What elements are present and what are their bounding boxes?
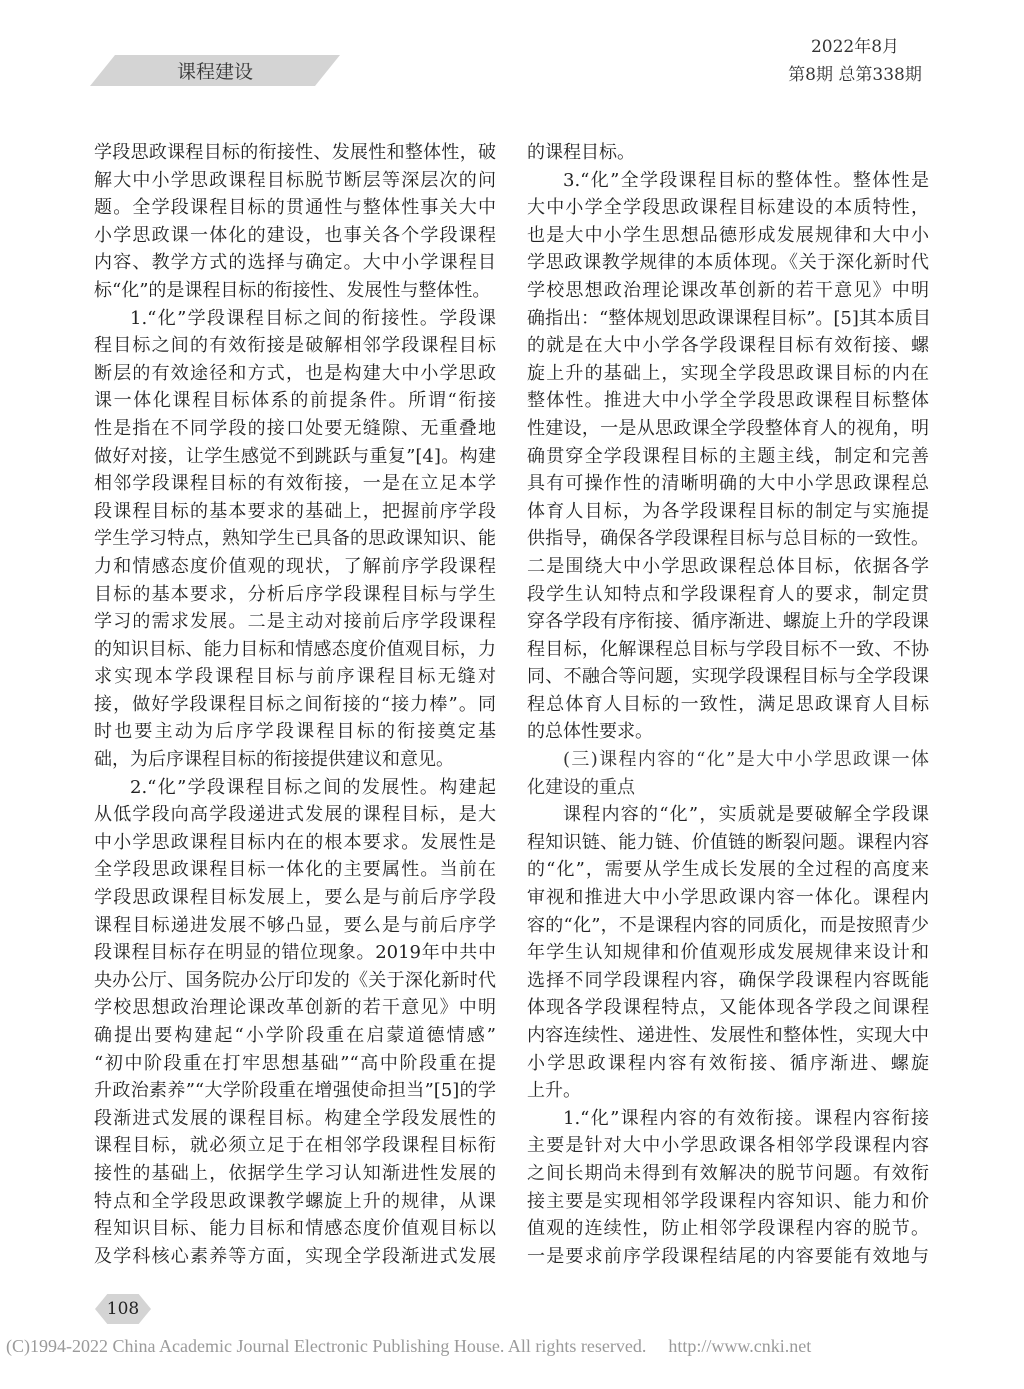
text-line: 课程目标，就必须立足于在相邻学段课程目标衔 bbox=[94, 1135, 496, 1157]
text-line: 内容、教学方式的选择与确定。大中小学课程目 bbox=[94, 252, 496, 274]
text-line: 学校思想政治理论课改革创新的若干意见》中明 bbox=[94, 997, 496, 1019]
text-line: 性是指在不同学段的接口处要无缝隙、无重叠地 bbox=[94, 417, 496, 439]
text-line: 旋上升的基础上，实现全学段思政课目标的内在 bbox=[527, 362, 929, 384]
text-line: 学校思想政治理论课改革创新的若干意见》中明 bbox=[527, 279, 929, 301]
text-line: 程目标之间的有效衔接是破解相邻学段课程目标 bbox=[94, 335, 496, 357]
text-line: 一是要求前序学段课程结尾的内容要能有效地与 bbox=[527, 1245, 929, 1267]
text-line: 段学生认知特点和学段课程育人的要求，制定贯 bbox=[527, 583, 929, 605]
footer-copyright: (C)1994-2022 China Academic Journal Electronic Publishing House. All rights reserved. bbox=[6, 1336, 647, 1356]
text-line: 的总体性要求。 bbox=[527, 721, 653, 743]
text-line: 供指导，确保各学段课程目标与总目标的一致性。 bbox=[527, 528, 929, 550]
text-line: 性建设，一是从思政课全学段整体育人的视角，明 bbox=[527, 417, 929, 439]
text-line: 目标的基本要求，分析后序学段课程目标与学生 bbox=[94, 583, 496, 605]
text-line: 全学段思政课程目标一体化的主要属性。当前在 bbox=[94, 859, 496, 881]
text-line: 体育人目标，为各学段课程目标的制定与实施提 bbox=[527, 500, 929, 522]
footer bbox=[6, 1336, 1016, 1357]
text-line: 学段思政课程目标发展上，要么是与前后序学段 bbox=[94, 887, 496, 909]
text-line: 选择不同学段课程内容，确保学段课程内容既能 bbox=[527, 969, 929, 991]
text-line: 接主要是实现相邻学段课程内容知识、能力和价 bbox=[527, 1190, 929, 1212]
text-line: 的课程目标。 bbox=[527, 142, 635, 163]
text-line: 程知识链、能力链、价值链的断裂问题。课程内容 bbox=[527, 831, 929, 853]
text-line: 确提出要构建起“小学阶段重在启蒙道德情感” bbox=[94, 1025, 496, 1046]
footer-url[interactable]: http://www.cnki.net bbox=[668, 1336, 812, 1356]
text-line: 课程目标递进发展不够凸显，要么是与前后序学 bbox=[94, 914, 496, 936]
text-line: 值观的连续性，防止相邻学段课程内容的脱节。 bbox=[527, 1218, 929, 1240]
text-line: 化建设的重点 bbox=[527, 776, 635, 798]
text-line: 力和情感态度价值观的现状，了解前序学段课程 bbox=[94, 555, 496, 577]
text-line: 内容连续性、递进性、发展性和整体性，实现大中 bbox=[527, 1025, 929, 1046]
text-line: 学思政课教学规律的本质体现。《关于深化新时代 bbox=[527, 252, 929, 274]
text-line: 审视和推进大中小学思政课内容一体化。课程内 bbox=[527, 887, 929, 909]
paragraph bbox=[527, 167, 929, 746]
text-line: 主要是针对大中小学思政课各相邻学段课程内容 bbox=[527, 1135, 929, 1157]
text-line: “初中阶段重在打牢思想基础”“高中阶段重在提 bbox=[94, 1052, 496, 1074]
paragraph bbox=[94, 305, 496, 774]
text-line: 2.“化”学段课程目标之间的发展性。构建起 bbox=[130, 776, 496, 798]
page-number: 108 bbox=[106, 1299, 140, 1319]
text-line: 央办公厅、国务院办公厅印发的《关于深化新时代 bbox=[94, 969, 496, 991]
text-line: 段课程目标存在明显的错位现象。2019年中共中 bbox=[94, 942, 496, 964]
paragraph bbox=[527, 1105, 929, 1271]
text-line: 从低学段向高学段递进式发展的课程目标，是大 bbox=[94, 804, 496, 826]
paragraph bbox=[94, 139, 496, 305]
text-line: 小学思政课一体化的建设，也事关各个学段课程 bbox=[94, 224, 496, 246]
text-line: 整体性。推进大中小学全学段思政课程目标整体 bbox=[527, 390, 929, 412]
text-line: 相邻学段课程目标的有效衔接，一是在立足本学 bbox=[94, 473, 496, 495]
issue-date: 2022年8月 bbox=[810, 37, 900, 57]
text-line: 程总体育人目标的一致性，满足思政课育人目标 bbox=[527, 693, 929, 715]
text-line: 确指出：“整体规划思政课课程目标”。[5]其本质目 bbox=[527, 307, 931, 329]
text-line: 学生学习特点，熟知学生已具备的思政课知识、能 bbox=[94, 528, 496, 550]
paragraph bbox=[527, 139, 929, 167]
text-line: 程目标，化解课程总目标与学段目标不一致、不协 bbox=[527, 638, 929, 660]
text-line: 接性的基础上，依据学生学习认知渐进性发展的 bbox=[94, 1162, 496, 1184]
text-line: 3.“化”全学段课程目标的整体性。整体性是 bbox=[563, 169, 929, 191]
text-line: 及学科核心素养等方面，实现全学段渐进式发展 bbox=[94, 1245, 496, 1267]
text-line: 程知识目标、能力目标和情感态度价值观目标以 bbox=[94, 1218, 496, 1240]
text-line: 学段思政课程目标的衔接性、发展性和整体性，破 bbox=[94, 142, 496, 163]
text-line: 二是围绕大中小学思政课程总体目标，依据各学 bbox=[527, 555, 929, 577]
text-line: 础，为后序课程目标的衔接提供建议和意见。 bbox=[94, 749, 454, 771]
text-line: 之间长期尚未得到有效解决的脱节问题。有效衔 bbox=[527, 1162, 929, 1184]
text-line: 确贯穿全学段课程目标的主题主线，制定和完善 bbox=[527, 445, 929, 467]
text-line: 做好对接，让学生感觉不到跳跃与重复”[4]。构建 bbox=[94, 445, 496, 467]
paragraph bbox=[94, 774, 496, 1271]
text-line: 特点和全学段思政课教学螺旋上升的规律，从课 bbox=[94, 1190, 496, 1212]
text-line: 题。全学段课程目标的贯通性与整体性事关大中 bbox=[94, 197, 496, 219]
text-line: 接，做好学段课程目标之间衔接的“接力棒”。同 bbox=[94, 693, 496, 715]
text-line: 的“化”，需要从学生成长发展的全过程的高度来 bbox=[527, 859, 929, 881]
text-line: 小学思政课程内容有效衔接、循序渐进、螺旋 bbox=[527, 1052, 929, 1074]
section-title: 课程建设 bbox=[176, 61, 253, 83]
paragraph bbox=[527, 801, 929, 1105]
text-line: 具有可操作性的清晰明确的大中小学思政课程总 bbox=[527, 473, 929, 495]
text-line: 课一体化课程目标体系的前提条件。所谓“衔接 bbox=[94, 390, 496, 412]
text-line: 断层的有效途径和方式，也是构建大中小学思政 bbox=[94, 362, 496, 384]
text-line: 解大中小学思政课程目标脱节断层等深层次的问 bbox=[94, 169, 496, 191]
text-line: 容的“化”，不是课程内容的同质化，而是按照青少 bbox=[527, 914, 929, 936]
issue-number: 第8期 总第338期 bbox=[788, 65, 922, 85]
text-line: 中小学思政课程目标内在的根本要求。发展性是 bbox=[94, 831, 496, 853]
text-line: 时也要主动为后序学段课程目标的衔接奠定基 bbox=[94, 721, 496, 743]
text-line: 段渐进式发展的课程目标。构建全学段发展性的 bbox=[94, 1107, 496, 1129]
text-line: 也是大中小学生思想品德形成发展规律和大中小 bbox=[527, 224, 929, 246]
text-line: 体现各学段课程特点，又能体现各学段之间课程 bbox=[527, 997, 929, 1019]
text-line: 的就是在大中小学各学段课程目标有效衔接、螺 bbox=[527, 335, 929, 357]
text-line: 课程内容的“化”，实质就是要破解全学段课 bbox=[563, 804, 929, 826]
text-line: 年学生认知规律和价值观形成发展规律来设计和 bbox=[527, 942, 929, 964]
text-line: 同、不融合等问题，实现学段课程目标与全学段课 bbox=[527, 666, 929, 688]
right-column bbox=[527, 139, 929, 1270]
text-line: 穿各学段有序衔接、循序渐进、螺旋上升的学段课 bbox=[527, 611, 929, 633]
text-line: 段课程目标的基本要求的基础上，把握前序学段 bbox=[94, 500, 496, 522]
text-line: 上升。 bbox=[527, 1080, 581, 1102]
text-line: (三)课程内容的“化”是大中小学思政课一体 bbox=[563, 749, 929, 771]
text-line: 大中小学全学段思政课程目标建设的本质特性， bbox=[527, 197, 929, 219]
text-line: 的知识目标、能力目标和情感态度价值观目标，力 bbox=[94, 638, 496, 660]
left-column bbox=[94, 139, 496, 1270]
text-line: 标“化”的是课程目标的衔接性、发展性与整体性。 bbox=[94, 279, 491, 301]
text-line: 学习的需求发展。二是主动对接前后序学段课程 bbox=[94, 611, 496, 633]
text-line: 1.“化”课程内容的有效衔接。课程内容衔接 bbox=[563, 1107, 929, 1129]
section-heading bbox=[527, 746, 929, 801]
text-line: 1.“化”学段课程目标之间的衔接性。学段课 bbox=[130, 307, 496, 329]
text-line: 求实现本学段课程目标与前序课程目标无缝对 bbox=[94, 666, 496, 688]
text-line: 升政治素养”“大学阶段重在增强使命担当”[5]的学 bbox=[94, 1080, 496, 1102]
